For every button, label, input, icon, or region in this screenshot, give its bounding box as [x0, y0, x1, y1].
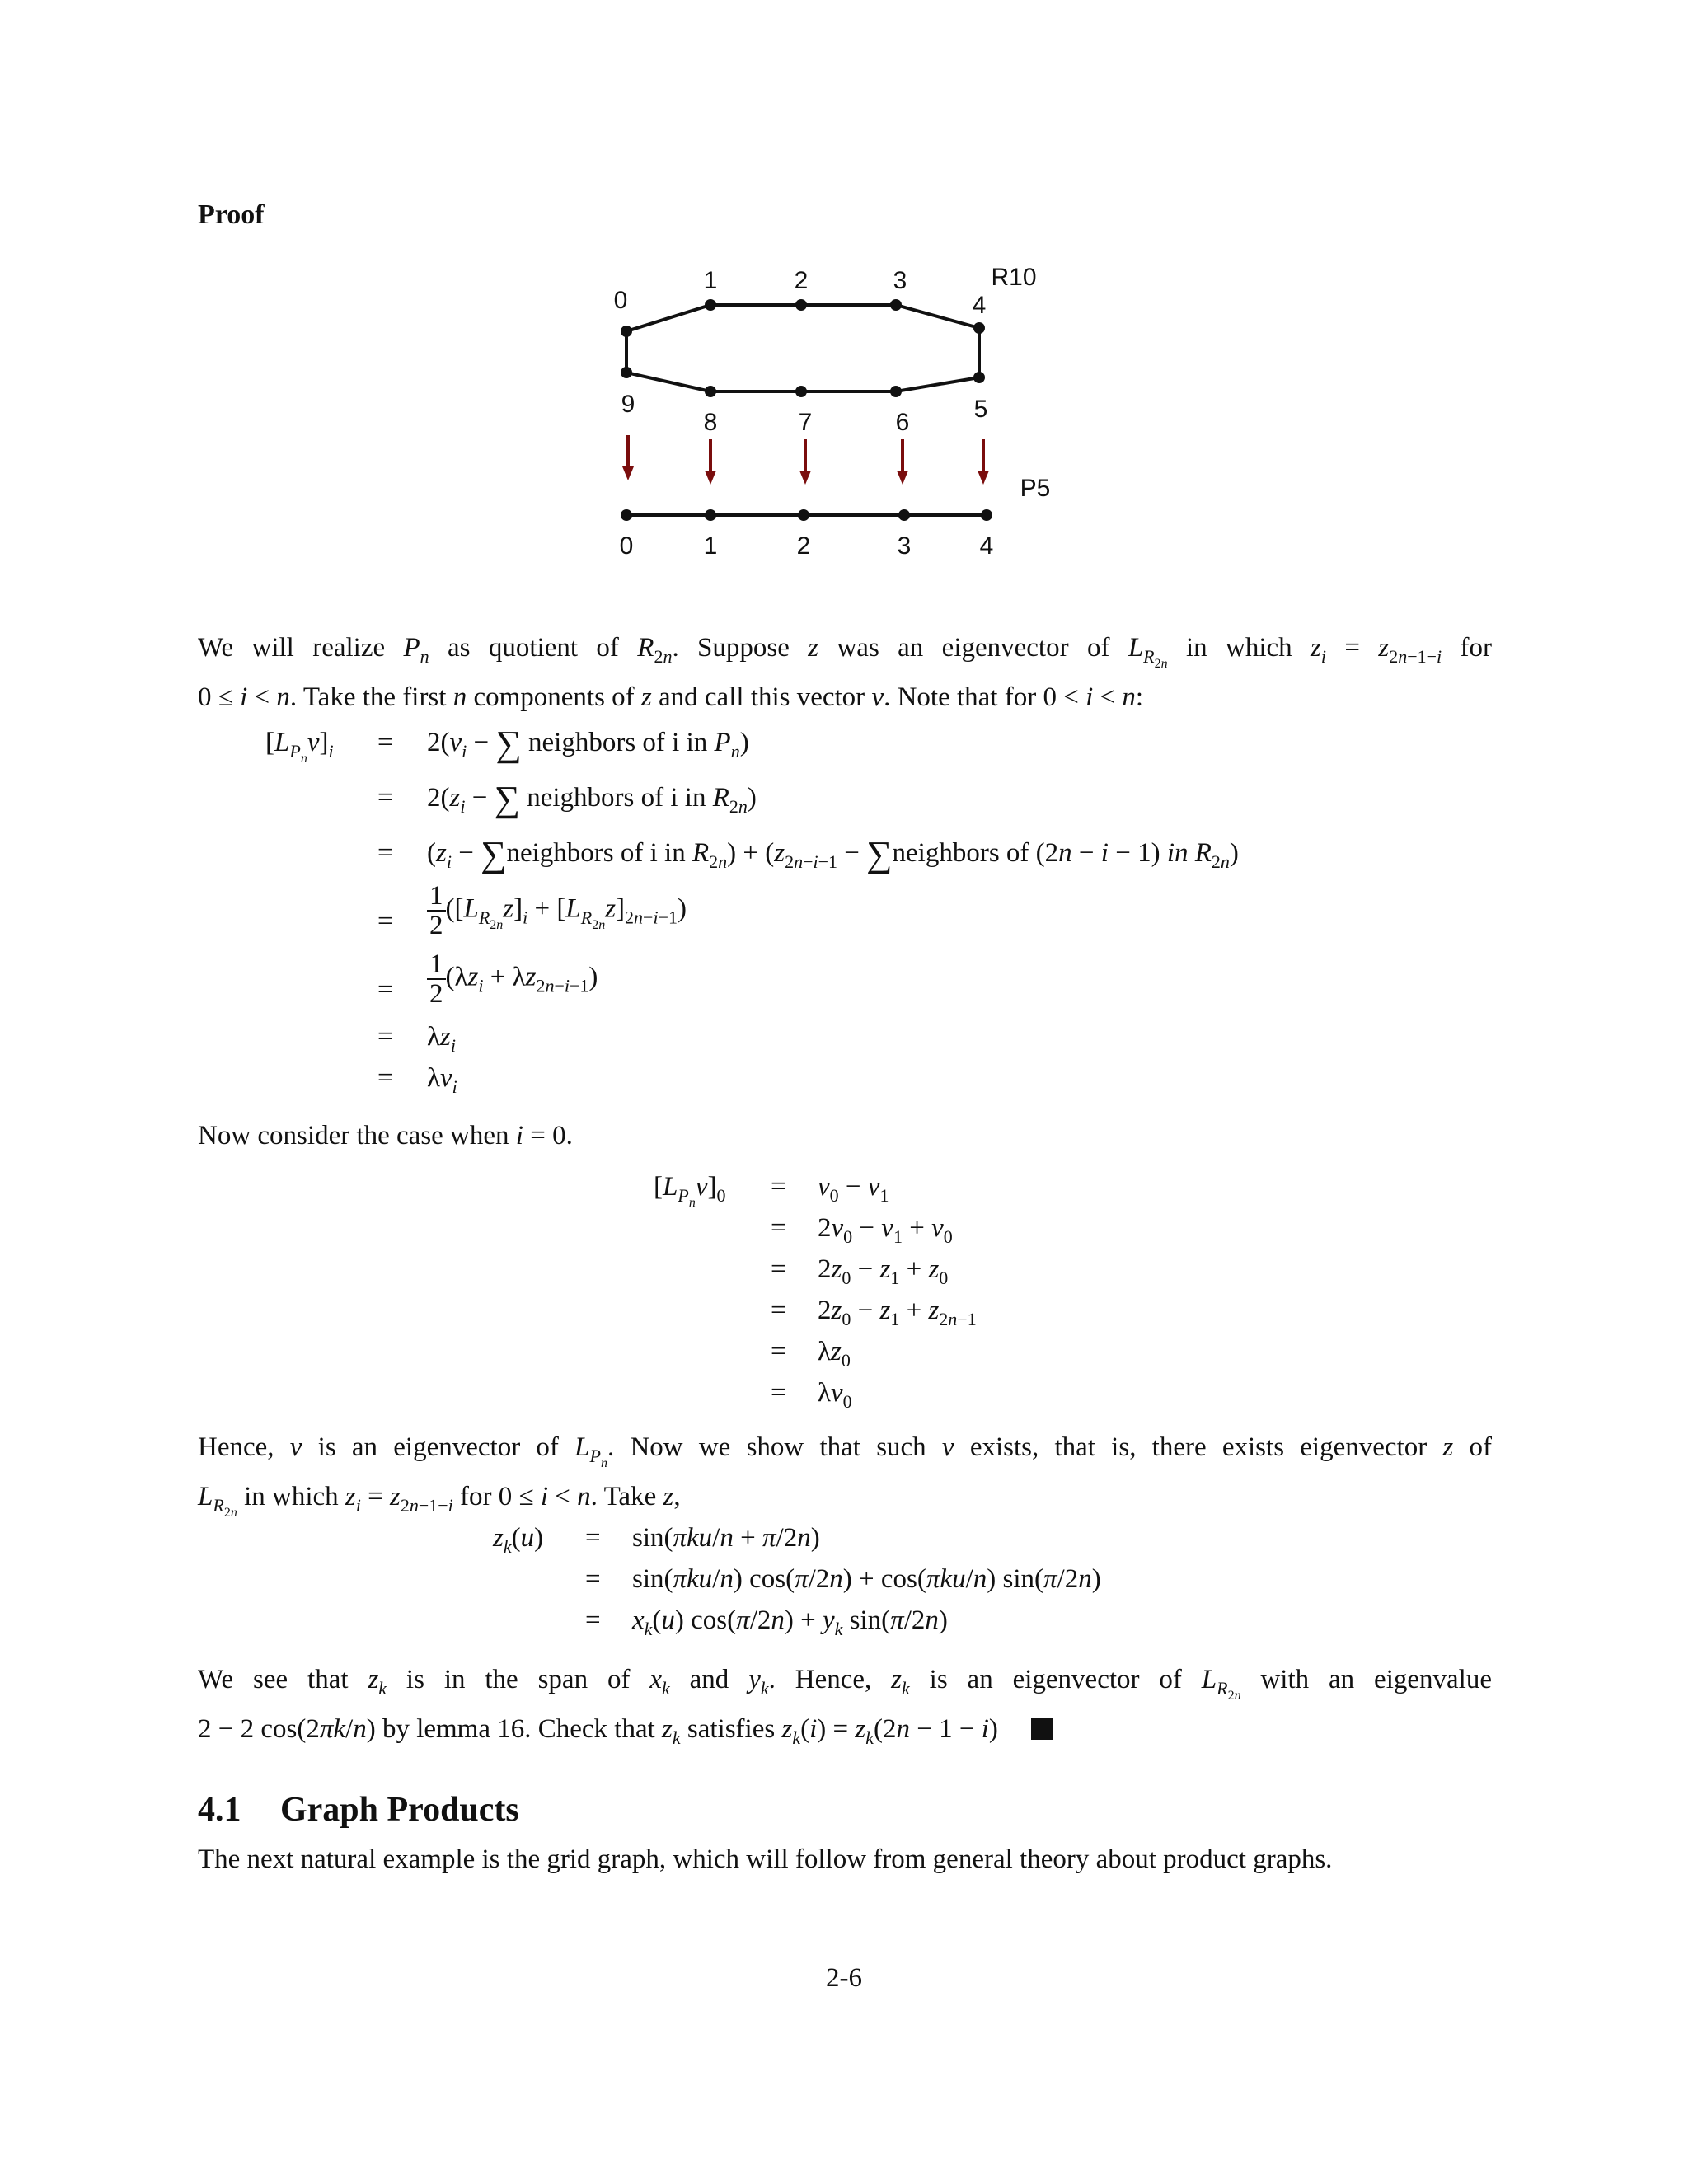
eq1-row-4: $\frac{1}{2}$ $([L_{R_{2n}}z]_i + [L_{R_{2n}}z]_{2n-i-1})$	[427, 882, 687, 940]
paragraph-quotient-setup	[198, 631, 1492, 715]
paragraph-conclusion	[198, 1663, 1492, 1755]
eq3-equals-2: =	[585, 1564, 601, 1594]
path-vertex-3	[898, 509, 910, 521]
ring-label-8: 8	[703, 409, 718, 436]
ring-vertex-4	[973, 322, 985, 334]
path-vertex-2	[798, 509, 809, 521]
eq1-equals-5: =	[377, 975, 393, 1005]
eq2-row-3: $2z_0 - z_1 + z_0$	[818, 1254, 949, 1288]
eq2-row-2: $2v_0 - v_1 + v_0$	[818, 1213, 953, 1247]
ring-vertex-6	[890, 386, 902, 397]
eq2-equals-3: =	[771, 1254, 786, 1284]
quotient-arrows	[622, 435, 989, 485]
eq1-row-7: $\lambda v_i$	[427, 1063, 457, 1097]
paragraph-grid-graph: The next natural example is the grid graph, which will follow from general theory about product graphs.	[198, 1844, 1333, 1874]
proof-label: Proof	[198, 199, 265, 230]
arrow-0-head	[622, 466, 634, 480]
para3-line1: Hence, v is an eigenvector of $L_{P_n}$. Now we show that such v exists, that is, there exists eigenvector z of	[198, 1432, 1492, 1470]
ring-vertex-2	[795, 299, 807, 311]
eq3-equals-3: =	[585, 1605, 601, 1635]
ring-vertex-1	[705, 299, 716, 311]
arrow-4-head	[978, 471, 989, 485]
arrow-1-head	[705, 471, 716, 485]
eq1-row-5: $\frac{1}{2}$ $(\lambda z_i + \lambda z_{2n-i-1})$	[427, 950, 598, 1008]
ring-vertex-9	[621, 367, 632, 378]
ring-vertex-3	[890, 299, 902, 311]
eq3-row-3: $x_k(u) \cos(\pi/2n) + y_k$ sin(π/2n)	[632, 1605, 948, 1639]
eq2-lhs: $[L_{P_n}v]_0$	[654, 1172, 726, 1210]
eq1-row-3: ($z_i$ − ∑neighbors of i in $R_{2n}) + (z_{2n-i-1}$ − ∑neighbors of (2n − i − 1) in $R_{2n}$)	[427, 834, 1239, 874]
path-label-1: 1	[703, 532, 718, 560]
path-label-3: 3	[897, 532, 912, 560]
section-heading	[198, 1790, 519, 1830]
section-number: 4.1	[198, 1791, 241, 1829]
path-label-4: 4	[979, 532, 994, 560]
ring-vertex-0	[621, 326, 632, 337]
eq1-equals-3: =	[377, 838, 393, 868]
path-title: P5	[1020, 475, 1051, 502]
eq1-row-2: $2(z_i$ − ∑ neighbors of i in $R_{2n}$)	[427, 779, 757, 819]
path-vertex-1	[705, 509, 716, 521]
paragraph-existence	[198, 1431, 1492, 1530]
path-label-0: 0	[619, 532, 634, 560]
eq1-equals-1: =	[377, 728, 393, 757]
ring-vertex-8	[705, 386, 716, 397]
eq3-equals-1: =	[585, 1523, 601, 1553]
eq3-row-2: sin(πku/n) cos(π/2n) + cos(πku/n) sin(π/2n)	[632, 1564, 1101, 1594]
eq2-row-1: $v_0 - v_1$	[818, 1172, 889, 1206]
path-vertex-0	[621, 509, 632, 521]
eq3-row-1: sin(πku/n + π/2n)	[632, 1523, 820, 1553]
path-vertex-4	[981, 509, 992, 521]
ring-label-6: 6	[895, 409, 910, 436]
ring-to-path-figure	[0, 0, 1688, 593]
ring-label-5: 5	[973, 396, 988, 423]
ring-label-3: 3	[893, 267, 907, 294]
eq1-equals-4: =	[377, 907, 393, 936]
eq1-row-6: $\lambda z_i$	[427, 1022, 456, 1056]
qed-symbol	[1031, 1718, 1053, 1740]
ring-label-0: 0	[613, 287, 628, 314]
eq3-lhs: $z_k(u)$	[493, 1523, 544, 1557]
ring-title: R10	[991, 264, 1037, 291]
eq2-equals-6: =	[771, 1378, 786, 1408]
eq2-row-5: $\lambda z_0$	[818, 1337, 851, 1371]
eq2-row-6: $\lambda v_0$	[818, 1378, 852, 1412]
ring-label-1: 1	[703, 267, 718, 294]
eq2-equals-2: =	[771, 1213, 786, 1243]
eq2-row-4: $2z_0 - z_1 + z_{2n-1}$	[818, 1296, 977, 1329]
arrow-3-head	[897, 471, 908, 485]
eq2-equals-4: =	[771, 1296, 786, 1325]
para4-line1: We see that $z_k$ is in the span of $x_k$ and $y_k$. Hence, $z_k$ is an eigenvector of $L_{R_{2n}}$ with an eigenvalue	[198, 1665, 1492, 1703]
ring-vertex-7	[795, 386, 807, 397]
page-number: 2-6	[826, 1963, 862, 1993]
paragraph-case-zero: Now consider the case when i = 0.	[198, 1121, 573, 1151]
ring-edges	[626, 305, 979, 391]
ring-vertex-5	[973, 372, 985, 383]
arrow-2-head	[799, 471, 811, 485]
eq2-equals-5: =	[771, 1337, 786, 1366]
eq1-equals-2: =	[377, 783, 393, 813]
eq1-equals-7: =	[377, 1063, 393, 1093]
eq1-lhs: $[L_{P_n}v]_i$	[265, 728, 334, 766]
eq2-equals-1: =	[771, 1172, 786, 1202]
ring-label-7: 7	[798, 409, 813, 436]
eq1-row-1: $2(v_i$ − ∑ neighbors of i in $P_n$)	[427, 724, 749, 764]
para4-line2: 2 − 2 cos(2πk/n) by lemma 16. Check that $z_k$ satisfies $z_k(i) = z_k(2n - 1 - i)$	[198, 1713, 1492, 1755]
section-title-text: Graph Products	[280, 1791, 519, 1829]
ring-label-4: 4	[972, 292, 987, 319]
ring-label-9: 9	[621, 391, 635, 418]
para1-line2: 0 ≤ i < n. Take the first n components of z and call this vector v. Note that for 0 < i < n:	[198, 682, 1144, 712]
eq1-equals-6: =	[377, 1022, 393, 1052]
ring-label-2: 2	[794, 267, 809, 294]
para1-line1: We will realize $P_n$ as quotient of $R_{2n}$. Suppose z was an eigenvector of $L_{R_{2n}}$ in which $z_i = z_{2n-1-i}$ for	[198, 633, 1492, 671]
path-label-2: 2	[796, 532, 811, 560]
para3-line2: $L_{R_{2n}}$ in which $z_i = z_{2n-1-i}$ for 0 ≤ i < n. Take z,	[198, 1482, 681, 1520]
